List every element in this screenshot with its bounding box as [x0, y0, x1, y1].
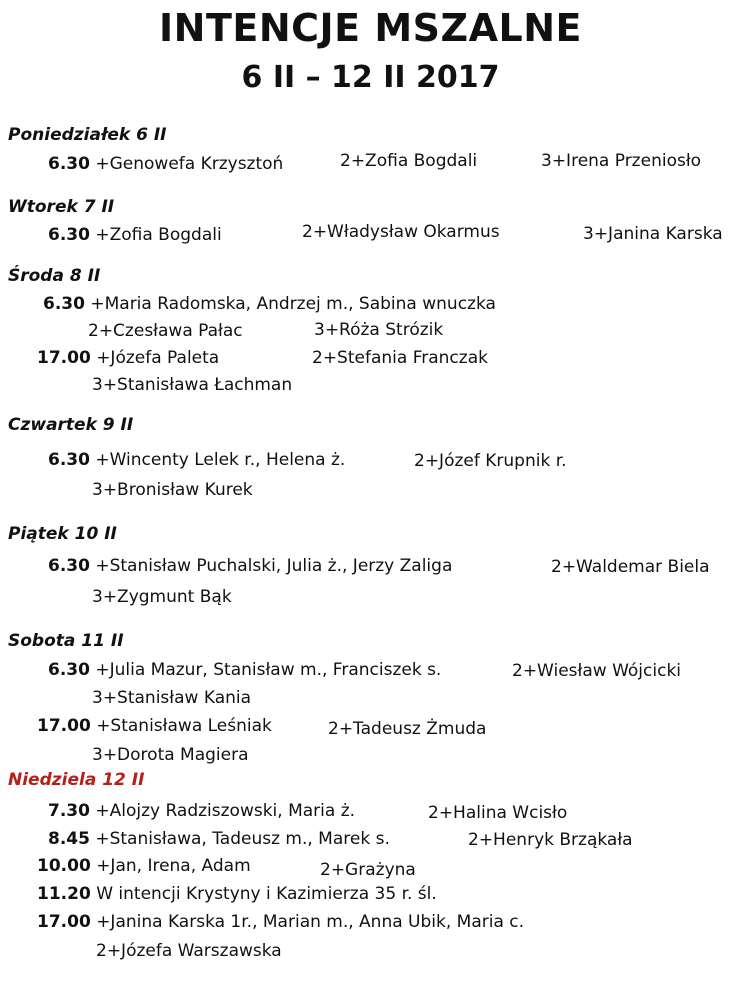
- day-heading-tuesday: Wtorek 7 II: [8, 197, 115, 217]
- intention-entry: [48, 556, 452, 576]
- intention-entry: [37, 856, 251, 876]
- intention-entry: 2+Józefa Warszawska: [96, 941, 282, 961]
- intention-text: W intencji Krystyny i Kazimierza 35 r. śl.: [96, 884, 437, 904]
- intention-text: +Julia Mazur, Stanisław m., Franciszek s.: [95, 660, 442, 680]
- intention-entry: [48, 660, 441, 680]
- intention-text: +Maria Radomska, Andrzej m., Sabina wnuczka: [90, 294, 496, 314]
- mass-time: 8.45: [48, 829, 90, 849]
- mass-time: 6.30: [48, 225, 90, 245]
- intention-entry: 3+Stanisław Kania: [92, 688, 252, 708]
- intention-text: +Stanisława, Tadeusz m., Marek s.: [95, 829, 390, 849]
- mass-time: 6.30: [43, 294, 85, 314]
- intention-entry: 2+Wiesław Wójcicki: [512, 661, 682, 681]
- intention-text: +Zofia Bogdali: [95, 225, 222, 245]
- intention-entry: 2+Halina Wcisło: [428, 803, 568, 823]
- day-heading-saturday: Sobota 11 II: [8, 631, 124, 651]
- intention-entry: [37, 716, 272, 736]
- intention-entry: [48, 829, 390, 849]
- intention-entry: 3+Irena Przeniosło: [541, 151, 702, 171]
- day-heading-sunday: Niedziela 12 II: [8, 770, 145, 790]
- intention-entry: 2+Józef Krupnik r.: [414, 451, 567, 471]
- intention-entry: 3+Róża Strózik: [314, 320, 444, 340]
- intention-entry: [43, 294, 496, 314]
- mass-time: 6.30: [48, 660, 90, 680]
- intention-entry: [48, 801, 355, 821]
- day-heading-friday: Piątek 10 II: [8, 524, 117, 544]
- intention-text: +Stanisława Leśniak: [96, 716, 272, 736]
- intention-entry: 2+Tadeusz Żmuda: [328, 719, 487, 739]
- intention-entry: [37, 348, 219, 368]
- mass-time: 6.30: [48, 450, 90, 470]
- mass-time: 17.00: [37, 716, 91, 736]
- mass-time: 6.30: [48, 154, 90, 174]
- day-heading-wednesday: Środa 8 II: [8, 266, 101, 286]
- intention-entry: 2+Zofia Bogdali: [340, 151, 478, 171]
- intention-entry: 2+Henryk Brząkała: [468, 830, 633, 850]
- intention-entry: 3+Janina Karska: [583, 224, 723, 244]
- intention-entry: 2+Władysław Okarmus: [302, 222, 500, 242]
- intention-entry: 3+Dorota Magiera: [92, 745, 249, 765]
- intention-text: +Alojzy Radziszowski, Maria ż.: [95, 801, 356, 821]
- intention-entry: 3+Stanisława Łachman: [92, 375, 293, 395]
- intention-entry: 3+Bronisław Kurek: [92, 480, 253, 500]
- intention-text: +Janina Karska 1r., Marian m., Anna Ubik, Maria c.: [96, 912, 525, 932]
- day-heading-thursday: Czwartek 9 II: [8, 415, 134, 435]
- intention-entry: [48, 450, 345, 470]
- intention-entry: [48, 225, 222, 245]
- intention-text: +Jan, Irena, Adam: [96, 856, 251, 876]
- intention-entry: [37, 912, 524, 932]
- mass-time: 7.30: [48, 801, 90, 821]
- mass-time: 11.20: [37, 884, 91, 904]
- mass-time: 6.30: [48, 556, 90, 576]
- intention-entry: 2+Czesława Pałac: [88, 321, 243, 341]
- intention-entry: [48, 154, 283, 174]
- intention-entry: 2+Grażyna: [320, 860, 416, 880]
- day-heading-monday: Poniedziałek 6 II: [8, 125, 167, 145]
- date-range: 6 II – 12 II 2017: [241, 60, 500, 95]
- intention-entry: 3+Zygmunt Bąk: [92, 587, 232, 607]
- intention-entry: 2+Waldemar Biela: [551, 557, 710, 577]
- mass-time: 10.00: [37, 856, 91, 876]
- mass-time: 17.00: [37, 348, 91, 368]
- intention-entry: 2+Stefania Franczak: [312, 348, 488, 368]
- intention-entry: [37, 884, 437, 904]
- intention-text: +Genowefa Krzysztoń: [95, 154, 284, 174]
- intention-text: +Józefa Paleta: [96, 348, 220, 368]
- mass-time: 17.00: [37, 912, 91, 932]
- intention-text: +Stanisław Puchalski, Julia ż., Jerzy Zaliga: [95, 556, 453, 576]
- page-title: INTENCJE MSZALNE: [159, 6, 582, 50]
- intention-text: +Wincenty Lelek r., Helena ż.: [95, 450, 346, 470]
